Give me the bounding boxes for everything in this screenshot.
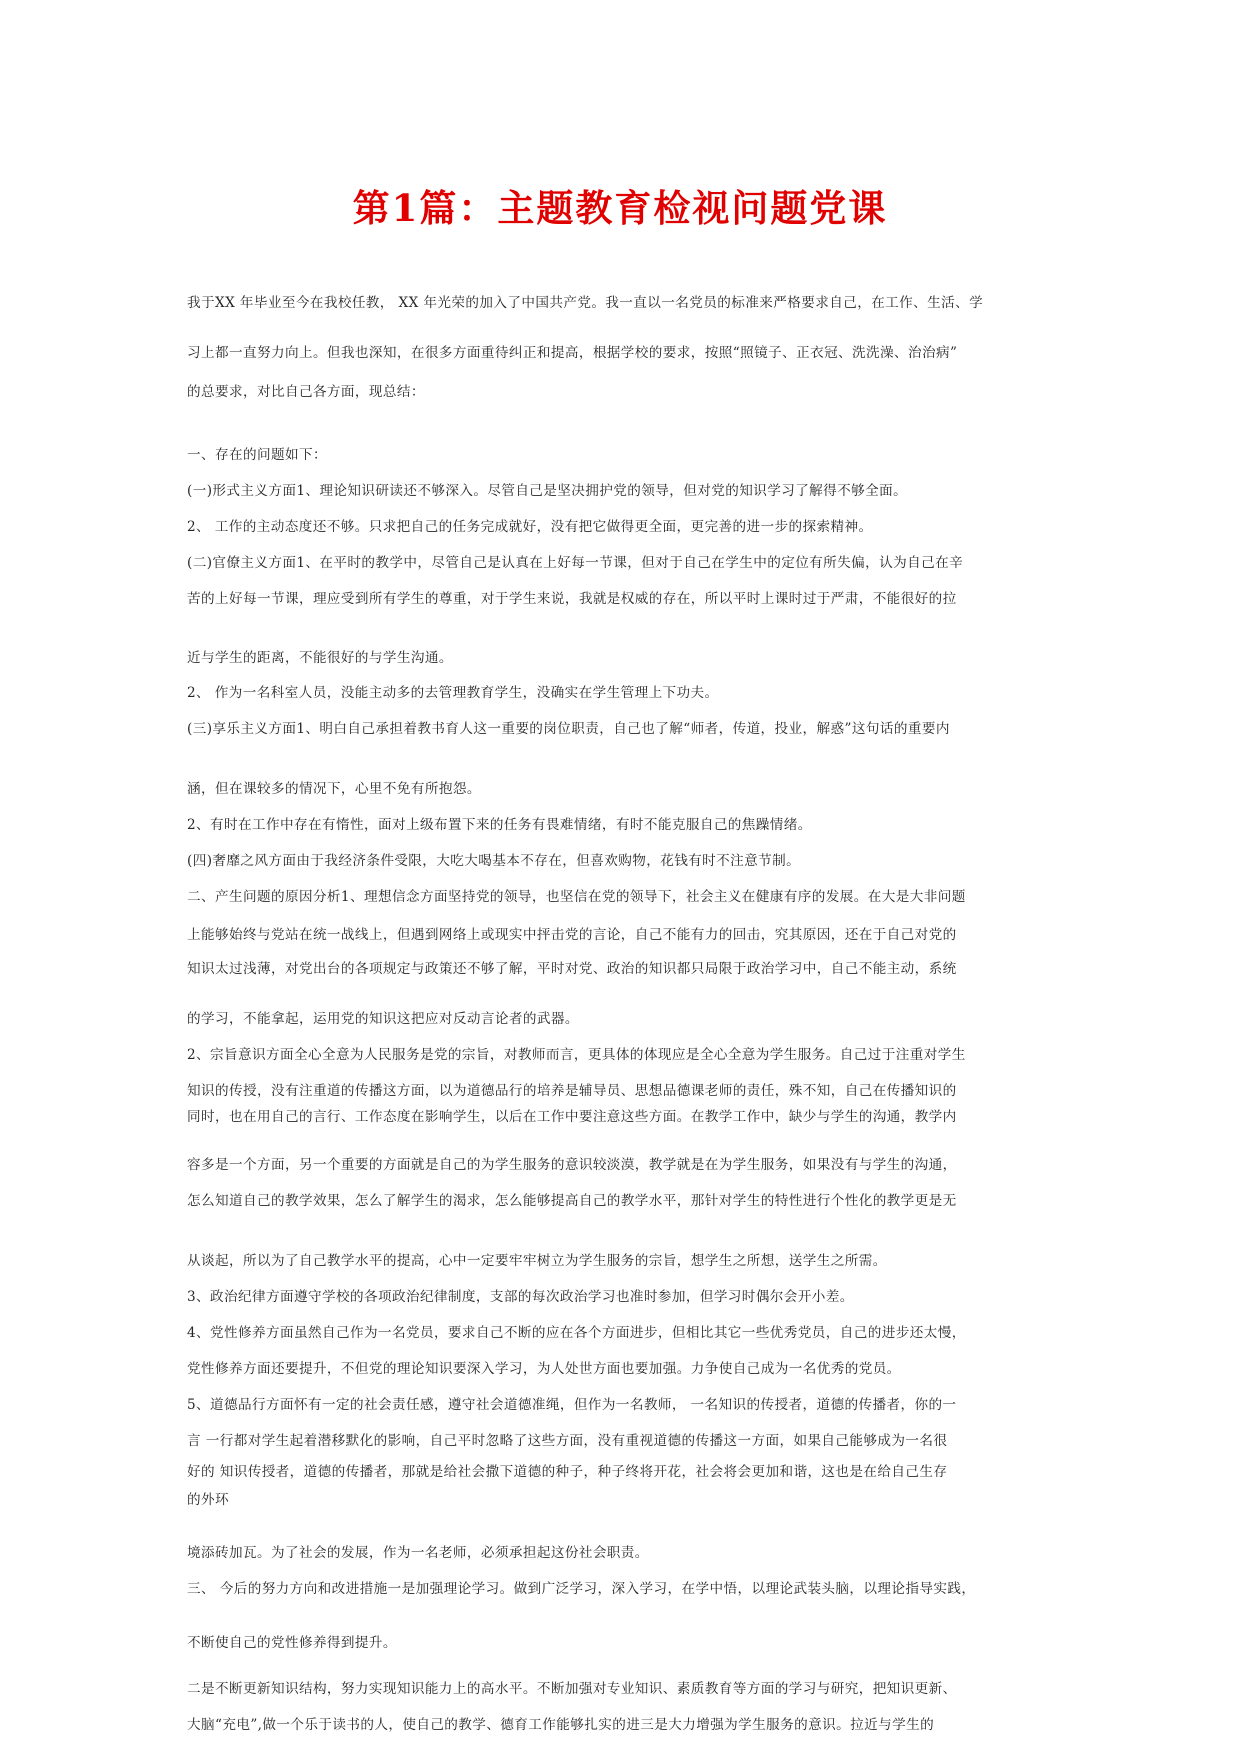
- body-line: 二是不断更新知识结构，努力实现知识能力上的高水平。不断加强对专业知识、素质教育等方面的学习与研究，把知识更新、: [187, 1681, 957, 1697]
- body-line: 苦的上好每一节课，理应受到所有学生的尊重，对于学生来说，我就是权威的存在，所以平时上课时过于严肃，不能很好的拉: [187, 591, 957, 607]
- body-line: 同时，也在用自己的言行、工作态度在影响学生，以后在工作中要注意这些方面。在教学工作中，缺少与学生的沟通，教学内: [187, 1109, 957, 1125]
- body-line: 2、 作为一名科室人员，没能主动多的去管理教育学生，没确实在学生管理上下功夫。: [187, 685, 719, 701]
- body-line: 习上都一直努力向上。但我也深知，在很多方面重待纠正和提高，根据学校的要求，按照“照镜子、正衣冠、洗洗澡、治治病”: [187, 345, 958, 361]
- body-line: 党性修养方面还要提升，不但党的理论知识要深入学习，为人处世方面也要加强。力争使自己成为一名优秀的党员。: [187, 1361, 901, 1377]
- body-line: 涵，但在课较多的情况下，心里不免有所抱怨。: [187, 781, 481, 797]
- body-line: 2、有时在工作中存在有惰性，面对上级布置下来的任务有畏难情绪，有时不能克服自己的焦躁情绪。: [187, 817, 812, 833]
- body-line: 上能够始终与党站在统一战线上，但遇到网络上或现实中抨击党的言论，自己不能有力的回击，究其原因，还在于自己对党的: [187, 927, 957, 943]
- body-line: (二)官僚主义方面1、在平时的教学中，尽管自己是认真在上好每一节课，但对于自己在学生中的定位有所失偏，认为自己在辛: [187, 555, 964, 571]
- body-line: 近与学生的距离，不能很好的与学生沟通。: [187, 650, 453, 666]
- body-line: 从谈起，所以为了自己教学水平的提高，心中一定要牢牢树立为学生服务的宗旨，想学生之所想，送学生之所需。: [187, 1253, 887, 1269]
- body-line: 知识的传授，没有注重道的传播这方面，以为道德品行的培养是辅导员、思想品德课老师的责任，殊不知，自己在传播知识的: [187, 1083, 957, 1099]
- body-line: 4、党性修养方面虽然自己作为一名党员，要求自己不断的应在各个方面进步，但相比其它一些优秀党员，自己的进步还太慢，: [187, 1325, 966, 1341]
- body-line: 言 一行都对学生起着潜移默化的影响，自己平时忽略了这些方面，没有重视道德的传播这一方面，如果自己能够成为一名很: [187, 1433, 948, 1449]
- body-line: 的总要求，对比自己各方面，现总结：: [187, 384, 425, 400]
- body-line: (四)奢靡之风方面由于我经济条件受限，大吃大喝基本不存在，但喜欢购物，花钱有时不注意节制。: [187, 853, 801, 869]
- body-line: (三)享乐主义方面1、明白自己承担着教书育人这一重要的岗位职责，自己也了解“师者，传道，投业，解惑”这句话的重要内: [187, 721, 950, 737]
- body-line: 大脑“充电”,做一个乐于读书的人，使自己的教学、德育工作能够扎实的进三是大力增强为学生服务的意识。拉近与学生的: [187, 1717, 935, 1733]
- body-line: 的外环: [187, 1492, 229, 1508]
- body-line: 一、存在的问题如下：: [187, 447, 327, 463]
- body-line: 不断使自己的党性修养得到提升。: [187, 1635, 397, 1651]
- body-line: 我于XX 年毕业至今在我校任教， XX 年光荣的加入了中国共产党。我一直以一名党员的标准来严格要求自己，在工作、生活、学: [187, 295, 984, 311]
- body-line: (一)形式主义方面1、理论知识研读还不够深入。尽管自己是坚决拥护党的领导，但对党的知识学习了解得不够全面。: [187, 483, 908, 499]
- body-line: 2、宗旨意识方面全心全意为人民服务是党的宗旨，对教师而言，更具体的体现应是全心全意为学生服务。自己过于注重对学生: [187, 1047, 966, 1063]
- body-line: 怎么知道自己的教学效果，怎么了解学生的渴求，怎么能够提高自己的教学水平，那针对学生的特性进行个性化的教学更是无: [187, 1193, 957, 1209]
- body-line: 3、政治纪律方面遵守学校的各项政治纪律制度，支部的每次政治学习也准时参加，但学习时偶尔会开小差。: [187, 1289, 854, 1305]
- body-line: 好的 知识传授者，道德的传播者，那就是给社会撒下道德的种子，种子终将开花，社会将会更加和谐，这也是在给自己生存: [187, 1464, 948, 1480]
- body-line: 二、产生问题的原因分析1、理想信念方面坚持党的领导，也坚信在党的领导下，社会主义在健康有序的发展。在大是大非问题: [187, 889, 966, 905]
- document-title: 第1篇：主题教育检视问题党课: [352, 186, 888, 230]
- body-line: 境添砖加瓦。为了社会的发展，作为一名老师，必须承担起这份社会职责。: [187, 1545, 649, 1561]
- body-line: 容多是一个方面，另一个重要的方面就是自己的为学生服务的意识较淡漠，教学就是在为学生服务，如果没有与学生的沟通，: [187, 1157, 957, 1173]
- body-line: 三、 今后的努力方向和改进措施一是加强理论学习。做到广泛学习，深入学习，在学中悟，以理论武装头脑，以理论指导实践，: [187, 1581, 976, 1597]
- body-line: 2、 工作的主动态度还不够。只求把自己的任务完成就好，没有把它做得更全面，更完善的进一步的探索精神。: [187, 519, 873, 535]
- body-line: 知识太过浅薄，对党出台的各项规定与政策还不够了解，平时对党、政治的知识都只局限于政治学习中，自己不能主动，系统: [187, 961, 957, 977]
- body-line: 的学习，不能拿起，运用党的知识这把应对反动言论者的武器。: [187, 1011, 579, 1027]
- body-line: 5、道德品行方面怀有一定的社会责任感，遵守社会道德准绳，但作为一名教师， 一名知识的传授者，道德的传播者，你的一: [187, 1397, 957, 1413]
